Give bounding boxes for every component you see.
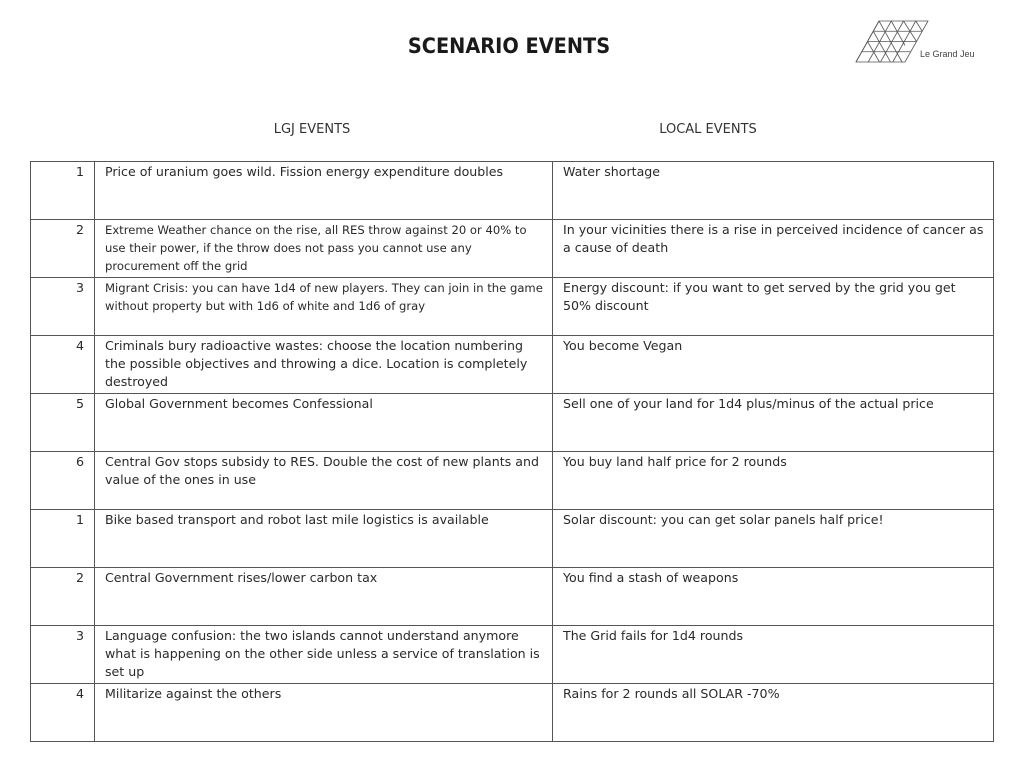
lgj-event-cell: Central Government rises/lower carbon tax <box>95 568 553 626</box>
page-title: SCENARIO EVENTS <box>407 34 611 58</box>
lgj-event-cell: Extreme Weather chance on the rise, all RES throw against 20 or 40% to use their power, if the throw does not pass you cannot use any procurement off the grid <box>95 220 553 278</box>
table-row <box>31 394 994 452</box>
local-event-cell: Water shortage <box>553 162 994 220</box>
local-event-cell: The Grid fails for 1d4 rounds <box>553 626 994 684</box>
event-number: 3 <box>31 278 95 336</box>
event-number: 1 <box>31 162 95 220</box>
table-row <box>31 278 994 336</box>
table-row <box>31 568 994 626</box>
lgj-event-cell: Militarize against the others <box>95 684 553 742</box>
table-row <box>31 452 994 510</box>
lgj-event-cell: Central Gov stops subsidy to RES. Double the cost of new plants and value of the ones in use <box>95 452 553 510</box>
local-event-cell: Sell one of your land for 1d4 plus/minus of the actual price <box>553 394 994 452</box>
event-number: 4 <box>31 336 95 394</box>
event-number: 2 <box>31 220 95 278</box>
local-event-cell: In your vicinities there is a rise in perceived incidence of cancer as a cause of death <box>553 220 994 278</box>
lgj-event-cell: Language confusion: the two islands cannot understand anymore what is happening on the other side unless a service of translation is set up <box>95 626 553 684</box>
event-number: 1 <box>31 510 95 568</box>
event-number: 5 <box>31 394 95 452</box>
local-event-cell: Energy discount: if you want to get served by the grid you get 50% discount <box>553 278 994 336</box>
events-table <box>30 161 994 742</box>
event-number: 2 <box>31 568 95 626</box>
lgj-event-cell: Price of uranium goes wild. Fission energy expenditure doubles <box>95 162 553 220</box>
lgj-event-cell: Migrant Crisis: you can have 1d4 of new players. They can join in the game without property but with 1d6 of white and 1d6 of gray <box>95 278 553 336</box>
local-event-cell: Solar discount: you can get solar panels half price! <box>553 510 994 568</box>
table-row <box>31 510 994 568</box>
event-number: 4 <box>31 684 95 742</box>
le-grand-jeu-logo-icon <box>855 20 930 64</box>
table-row <box>31 220 994 278</box>
local-events-header: LOCAL EVENTS <box>659 122 757 137</box>
table-row <box>31 162 994 220</box>
table-row <box>31 684 994 742</box>
local-event-cell: You become Vegan <box>553 336 994 394</box>
table-row <box>31 626 994 684</box>
local-event-cell: You find a stash of weapons <box>553 568 994 626</box>
event-number: 6 <box>31 452 95 510</box>
event-number: 3 <box>31 626 95 684</box>
lgj-event-cell: Criminals bury radioactive wastes: choose the location numbering the possible objectives and throwing a dice. Location is completely destroyed <box>95 336 553 394</box>
logo-text: Le Grand Jeu <box>920 49 975 59</box>
table-row <box>31 336 994 394</box>
lgj-event-cell: Bike based transport and robot last mile logistics is available <box>95 510 553 568</box>
local-event-cell: You buy land half price for 2 rounds <box>553 452 994 510</box>
lgj-events-header: LGJ EVENTS <box>273 122 351 137</box>
local-event-cell: Rains for 2 rounds all SOLAR -70% <box>553 684 994 742</box>
lgj-event-cell: Global Government becomes Confessional <box>95 394 553 452</box>
